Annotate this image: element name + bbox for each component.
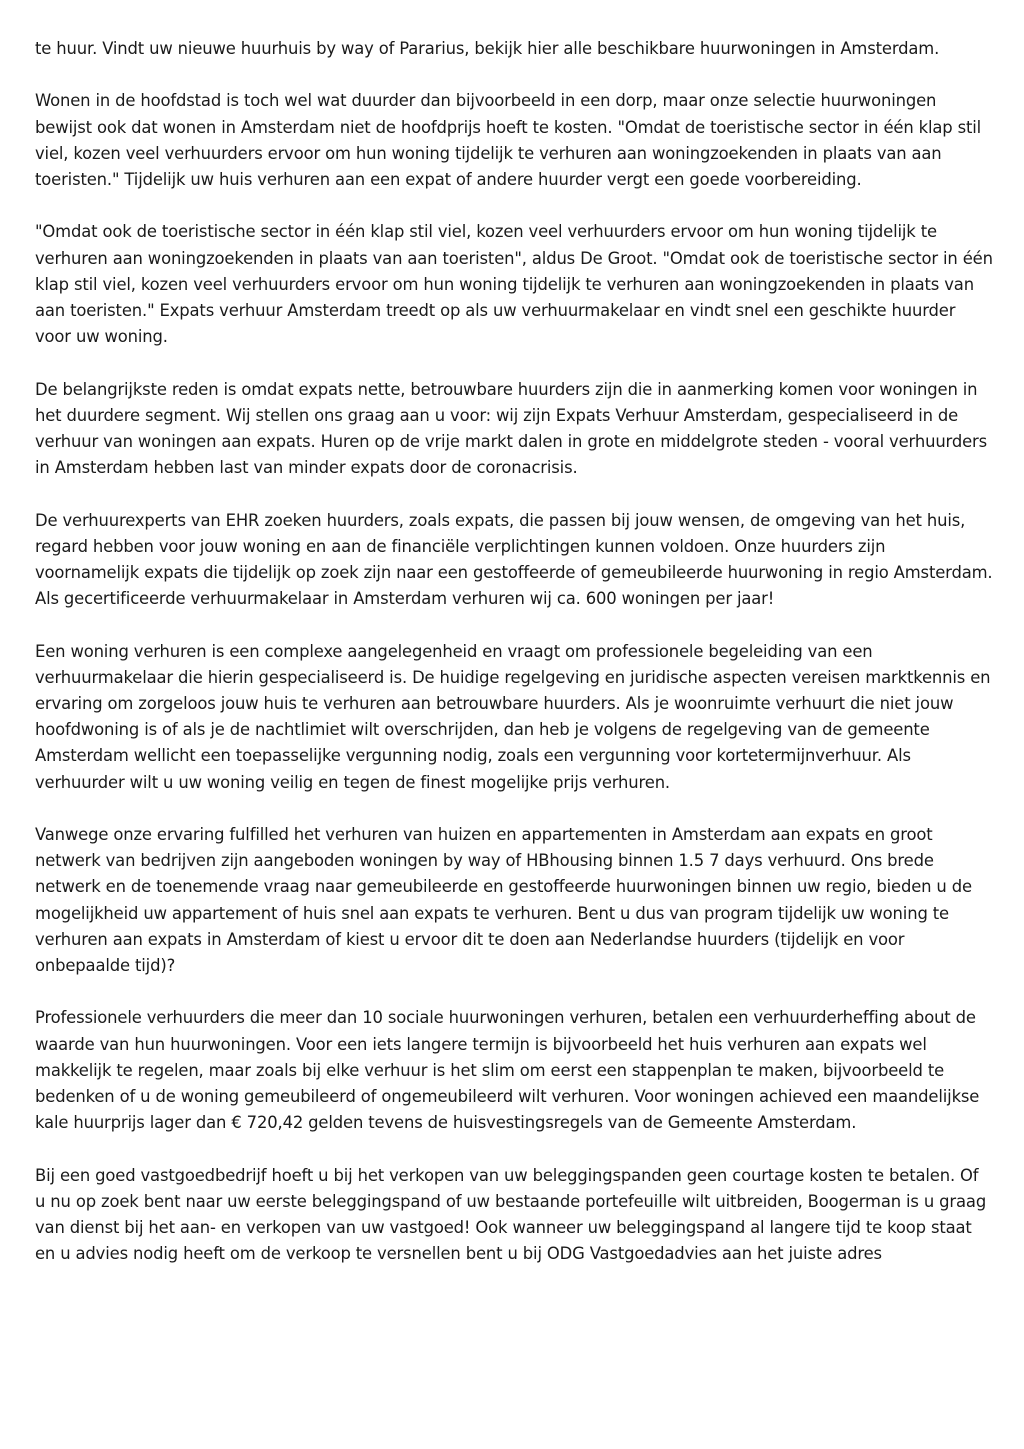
paragraph-4: De belangrijkste reden is omdat expats nette, betrouwbare huurders zijn die in aanmerking komen voor woningen in het duurdere segment. Wij stellen ons graag aan u voor: wij zijn Expats Verhuur Amsterdam, gespecialiseerd in de verhuur van woningen aan expats. Huren op de vrije markt dalen in grote en middelgrote steden - vooral verhuurders in Amsterdam hebben last van minder expats door de coronacrisis. xyxy=(35,379,988,478)
document-body xyxy=(35,36,993,1294)
paragraph-8: Professionele verhuurders die meer dan 10 sociale huurwoningen verhuren, betalen een verhuurderheffing about de waarde van hun huurwoningen. Voor een iets langere termijn is bijvoorbeeld het huis verhuren aan expats wel makkelijk te regelen, maar zoals bij elke verhuur is het slim om eerst een stappenplan te maken, bijvoorbeeld te bedenken of u de woning gemeubileerd of ongemeubileerd wilt verhuren. Voor woningen achieved een maandelijkse kale huurprijs lager dan € 720,42 gelden tevens de huisvestingsregels van de Gemeente Amsterdam. xyxy=(35,1008,980,1133)
paragraph-5: De verhuurexperts van EHR zoeken huurders, zoals expats, die passen bij jouw wensen, de omgeving van het huis, regard hebben voor jouw woning en aan de financiële verplichtingen kunnen voldoen. Onze huurders zijn voornamelijk expats die tijdelijk op zoek zijn naar een gestoffeerde of gemeubileerde huurwoning in regio Amsterdam. Als gecertificeerde verhuurmakelaar in Amsterdam verhuren wij ca. 600 woningen per jaar! xyxy=(35,510,993,609)
paragraph-3: "Omdat ook de toeristische sector in één klap stil viel, kozen veel verhuurders ervoor om hun woning tijdelijk te verhuren aan woningzoekenden in plaats van aan toeristen", aldus De Groot. "Omdat ook de toeristische sector in één klap stil viel, kozen veel verhuurders ervoor om hun woning tijdelijk te verhuren aan woningzoekenden in plaats van aan toeristen." Expats verhuur Amsterdam treedt op als uw verhuurmakelaar en vindt snel een geschikte huurder voor uw woning. xyxy=(35,222,993,347)
paragraph-1: te huur. Vindt uw nieuwe huurhuis by way of Pararius, bekijk hier alle beschikbare huurwoningen in Amsterdam. xyxy=(35,39,940,58)
paragraph-9: Bij een goed vastgoedbedrijf hoeft u bij het verkopen van uw beleggingspanden geen courtage kosten te betalen. Of u nu op zoek bent naar uw eerste beleggingspand of uw bestaande portefeuille wilt uitbreiden, Boogerman is u graag van dienst bij het aan- en verkopen van uw vastgoed! Ook wanneer uw beleggingspand al langere tijd te koop staat en u advies nodig heeft om de verkoop te versnellen bent u bij ODG Vastgoedadvies aan het juiste adres xyxy=(35,1165,987,1264)
paragraph-6: Een woning verhuren is een complexe aangelegenheid en vraagt om professionele begeleiding van een verhuurmakelaar die hierin gespecialiseerd is. De huidige regelgeving en juridische aspecten vereisen marktkennis en ervaring om zorgeloos jouw huis te verhuren aan betrouwbare huurders. Als je woonruimte verhuurt die niet jouw hoofdwoning is of als je de nachtlimiet wilt overschrijden, dan heb je volgens de regelgeving van de gemeente Amsterdam wellicht een toepasselijke vergunning nodig, zoals een vergunning voor kortetermijnverhuur. Als verhuurder wilt u uw woning veilig en tegen de finest mogelijke prijs verhuren. xyxy=(35,641,991,792)
paragraph-7: Vanwege onze ervaring fulfilled het verhuren van huizen en appartementen in Amsterdam aan expats en groot netwerk van bedrijven zijn aangeboden woningen by way of HBhousing binnen 1.5 7 days verhuurd. Ons brede netwerk en de toenemende vraag naar gemeubileerde en gestoffeerde huurwoningen binnen uw regio, bieden u de mogelijkheid uw appartement of huis snel aan expats te verhuren. Bent u dus van program tijdelijk uw woning te verhuren aan expats in Amsterdam of kiest u ervoor dit te doen aan Nederlandse huurders (tijdelijk en voor onbepaalde tijd)? xyxy=(35,825,972,976)
paragraph-2: Wonen in de hoofdstad is toch wel wat duurder dan bijvoorbeeld in een dorp, maar onze selectie huurwoningen bewijst ook dat wonen in Amsterdam niet de hoofdprijs hoeft te kosten. "Omdat de toeristische sector in één klap stil viel, kozen veel verhuurders ervoor om hun woning tijdelijk te verhuren aan woningzoekenden in plaats van aan toeristen." Tijdelijk uw huis verhuren aan een expat of andere huurder vergt een goede voorbereiding. xyxy=(35,91,982,189)
